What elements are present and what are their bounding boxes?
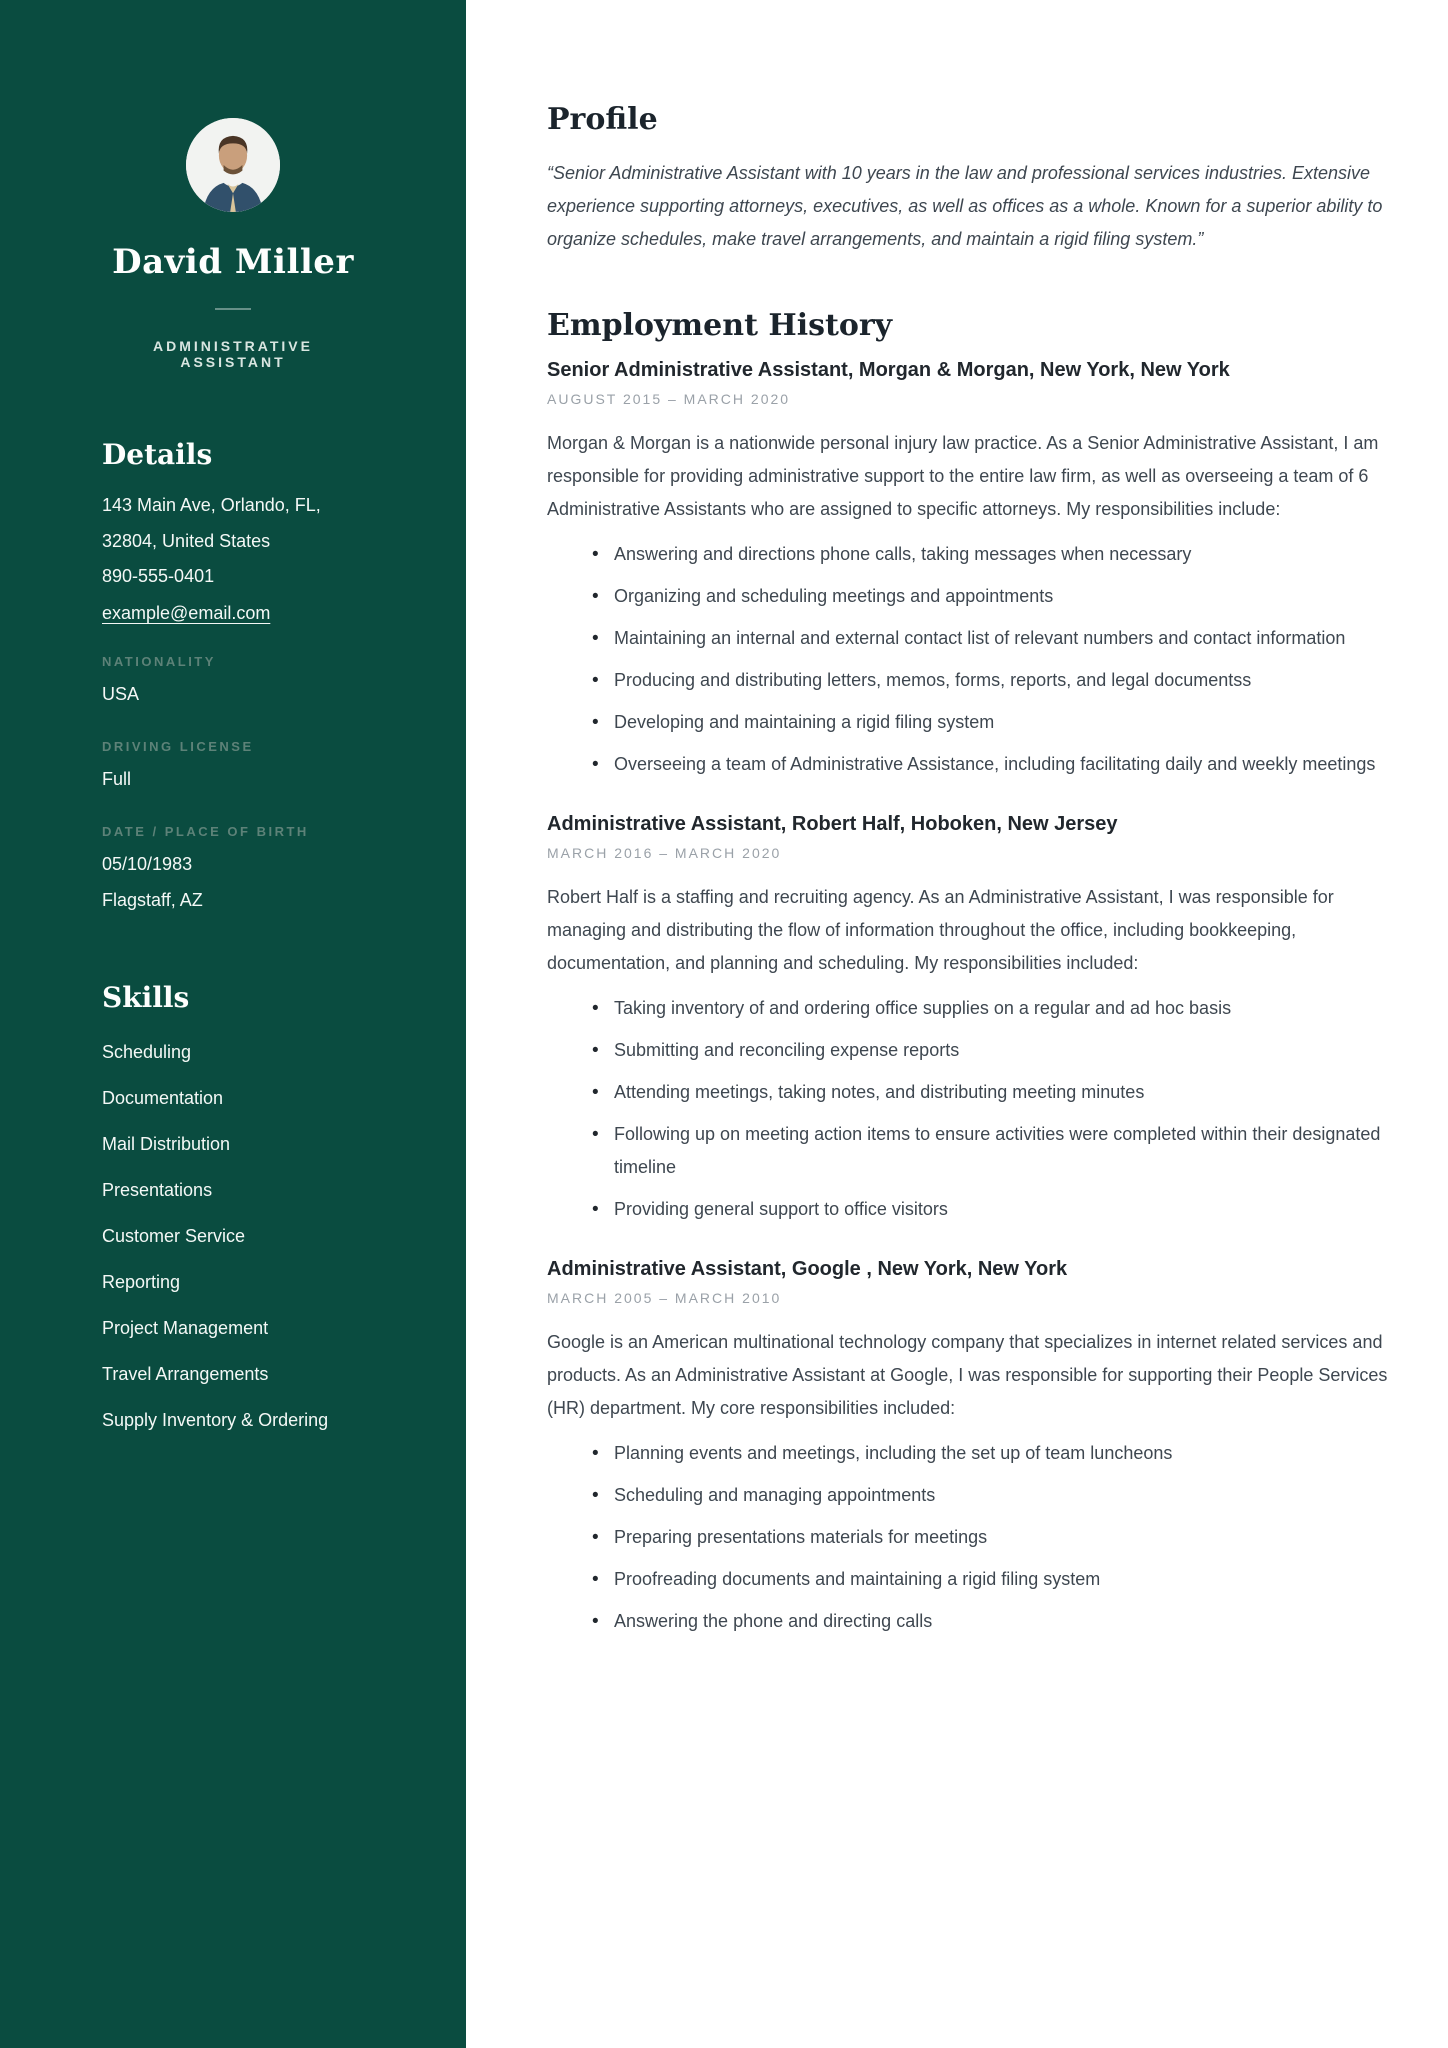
skill-item: Supply Inventory & Ordering: [102, 1410, 329, 1430]
job-bullet: • Organizing and scheduling meetings and appointments: [547, 580, 1390, 613]
birth-label: DATE / PLACE OF BIRTH: [102, 824, 309, 839]
birth-place-value: Flagstaff, AZ: [102, 890, 203, 910]
nationality-value: USA: [102, 684, 140, 704]
job-bullet: • Taking inventory of and ordering office supplies on a regular and ad hoc basis: [547, 992, 1390, 1025]
skill-item: Reporting: [102, 1272, 181, 1292]
skill-item: Project Management: [102, 1318, 269, 1338]
job-bullet: • Overseeing a team of Administrative Assistance, including facilitating daily and weekly meetings: [547, 748, 1390, 781]
email-link[interactable]: example@email.com: [102, 603, 271, 623]
skill-item: Documentation: [102, 1088, 224, 1108]
job-bullet: • Submitting and reconciling expense reports: [547, 1034, 1390, 1067]
job-entry: [547, 359, 1390, 781]
job-bullet-list: [547, 992, 1390, 1226]
skills-heading: Skills: [102, 981, 190, 1014]
job-bullet: • Following up on meeting action items to ensure activities were completed within their designated timeline: [547, 1118, 1390, 1184]
job-bullet: • Producing and distributing letters, memos, forms, reports, and legal documentss: [547, 664, 1390, 697]
job-bullet: • Answering and directions phone calls, taking messages when necessary: [547, 538, 1390, 571]
job-dates: MARCH 2016 – MARCH 2020: [547, 845, 782, 861]
main-content: [466, 0, 1448, 2048]
employment-section: [547, 308, 1390, 1638]
job-bullet: • Proofreading documents and maintaining a rigid filing system: [547, 1563, 1390, 1596]
address: [102, 487, 364, 559]
job-intro: Morgan & Morgan is a nationwide personal injury law practice. As a Senior Administrative Assistant, I am responsible for providing administrative support to the entire law firm, as well as overseeing a team of 6 Administrative Assistants who are assigned to specific attorneys. My responsibilities include:: [547, 433, 1379, 519]
job-bullet: • Maintaining an internal and external contact list of relevant numbers and contact information: [547, 622, 1390, 655]
driving-license-label: DRIVING LICENSE: [102, 739, 254, 754]
skill-item: Mail Distribution: [102, 1134, 231, 1154]
job-entry: [547, 1258, 1390, 1638]
birth-date-value: 05/10/1983: [102, 854, 193, 874]
address-line-2: 32804, United States: [102, 531, 271, 551]
job-intro: Google is an American multinational technology company that specializes in internet related services and products. As an Administrative Assistant at Google, I was responsible for supporting their People Services (HR) department. My core responsibilities included:: [547, 1332, 1388, 1418]
profile-photo: [186, 118, 280, 212]
address-line-1: 143 Main Ave, Orlando, FL,: [102, 495, 321, 515]
candidate-name: David Miller: [112, 242, 354, 282]
job-bullet: • Attending meetings, taking notes, and distributing meeting minutes: [547, 1076, 1390, 1109]
details-section: [102, 438, 364, 915]
phone-number: 890-555-0401: [102, 566, 215, 586]
details-heading: Details: [102, 438, 213, 471]
job-title: Senior Administrative Assistant, Morgan & Morgan, New York, New York: [547, 359, 1230, 381]
candidate-role: ADMINISTRATIVE ASSISTANT: [153, 338, 313, 370]
job-bullet-list: [547, 538, 1390, 781]
job-dates: AUGUST 2015 – MARCH 2020: [547, 391, 791, 407]
skill-item: Presentations: [102, 1180, 213, 1200]
name-divider: [215, 308, 251, 310]
skill-item: Customer Service: [102, 1226, 246, 1246]
skill-item: Scheduling: [102, 1042, 192, 1062]
profile-section: [547, 102, 1390, 256]
job-bullet: • Developing and maintaining a rigid filing system: [547, 706, 1390, 739]
nationality-label: NATIONALITY: [102, 654, 216, 669]
job-title: Administrative Assistant, Robert Half, Hoboken, New Jersey: [547, 813, 1118, 835]
sidebar-content: [102, 118, 364, 1436]
job-bullet: • Providing general support to office visitors: [547, 1193, 1390, 1226]
job-bullet: • Planning events and meetings, including the set up of team luncheons: [547, 1437, 1390, 1470]
driving-license-value: Full: [102, 769, 132, 789]
skills-section: [102, 981, 364, 1436]
person-portrait-icon: [186, 118, 280, 212]
job-bullet-list: [547, 1437, 1390, 1638]
skills-list: [102, 1036, 364, 1436]
job-title: Administrative Assistant, Google , New York, New York: [547, 1258, 1068, 1280]
job-bullet: • Answering the phone and directing calls: [547, 1605, 1390, 1638]
job-dates: MARCH 2005 – MARCH 2010: [547, 1290, 782, 1306]
profile-heading: Profile: [547, 102, 658, 137]
job-intro: Robert Half is a staffing and recruiting agency. As an Administrative Assistant, I was responsible for managing and distributing the flow of information throughout the office, including bookkeeping, documentation, and planning and scheduling. My responsibilities included:: [547, 887, 1334, 973]
sidebar: [0, 0, 466, 2048]
job-entry: [547, 813, 1390, 1226]
skill-item: Travel Arrangements: [102, 1364, 269, 1384]
profile-text: “Senior Administrative Assistant with 10 years in the law and professional services industries. Extensive experience supporting attorneys, executives, as well as offices as a whole. Known for a superior ability to organize schedules, make travel arrangements, and maintain a rigid filing system.”: [547, 163, 1383, 249]
job-bullet: • Preparing presentations materials for meetings: [547, 1521, 1390, 1554]
employment-heading: Employment History: [547, 308, 893, 343]
job-bullet: • Scheduling and managing appointments: [547, 1479, 1390, 1512]
